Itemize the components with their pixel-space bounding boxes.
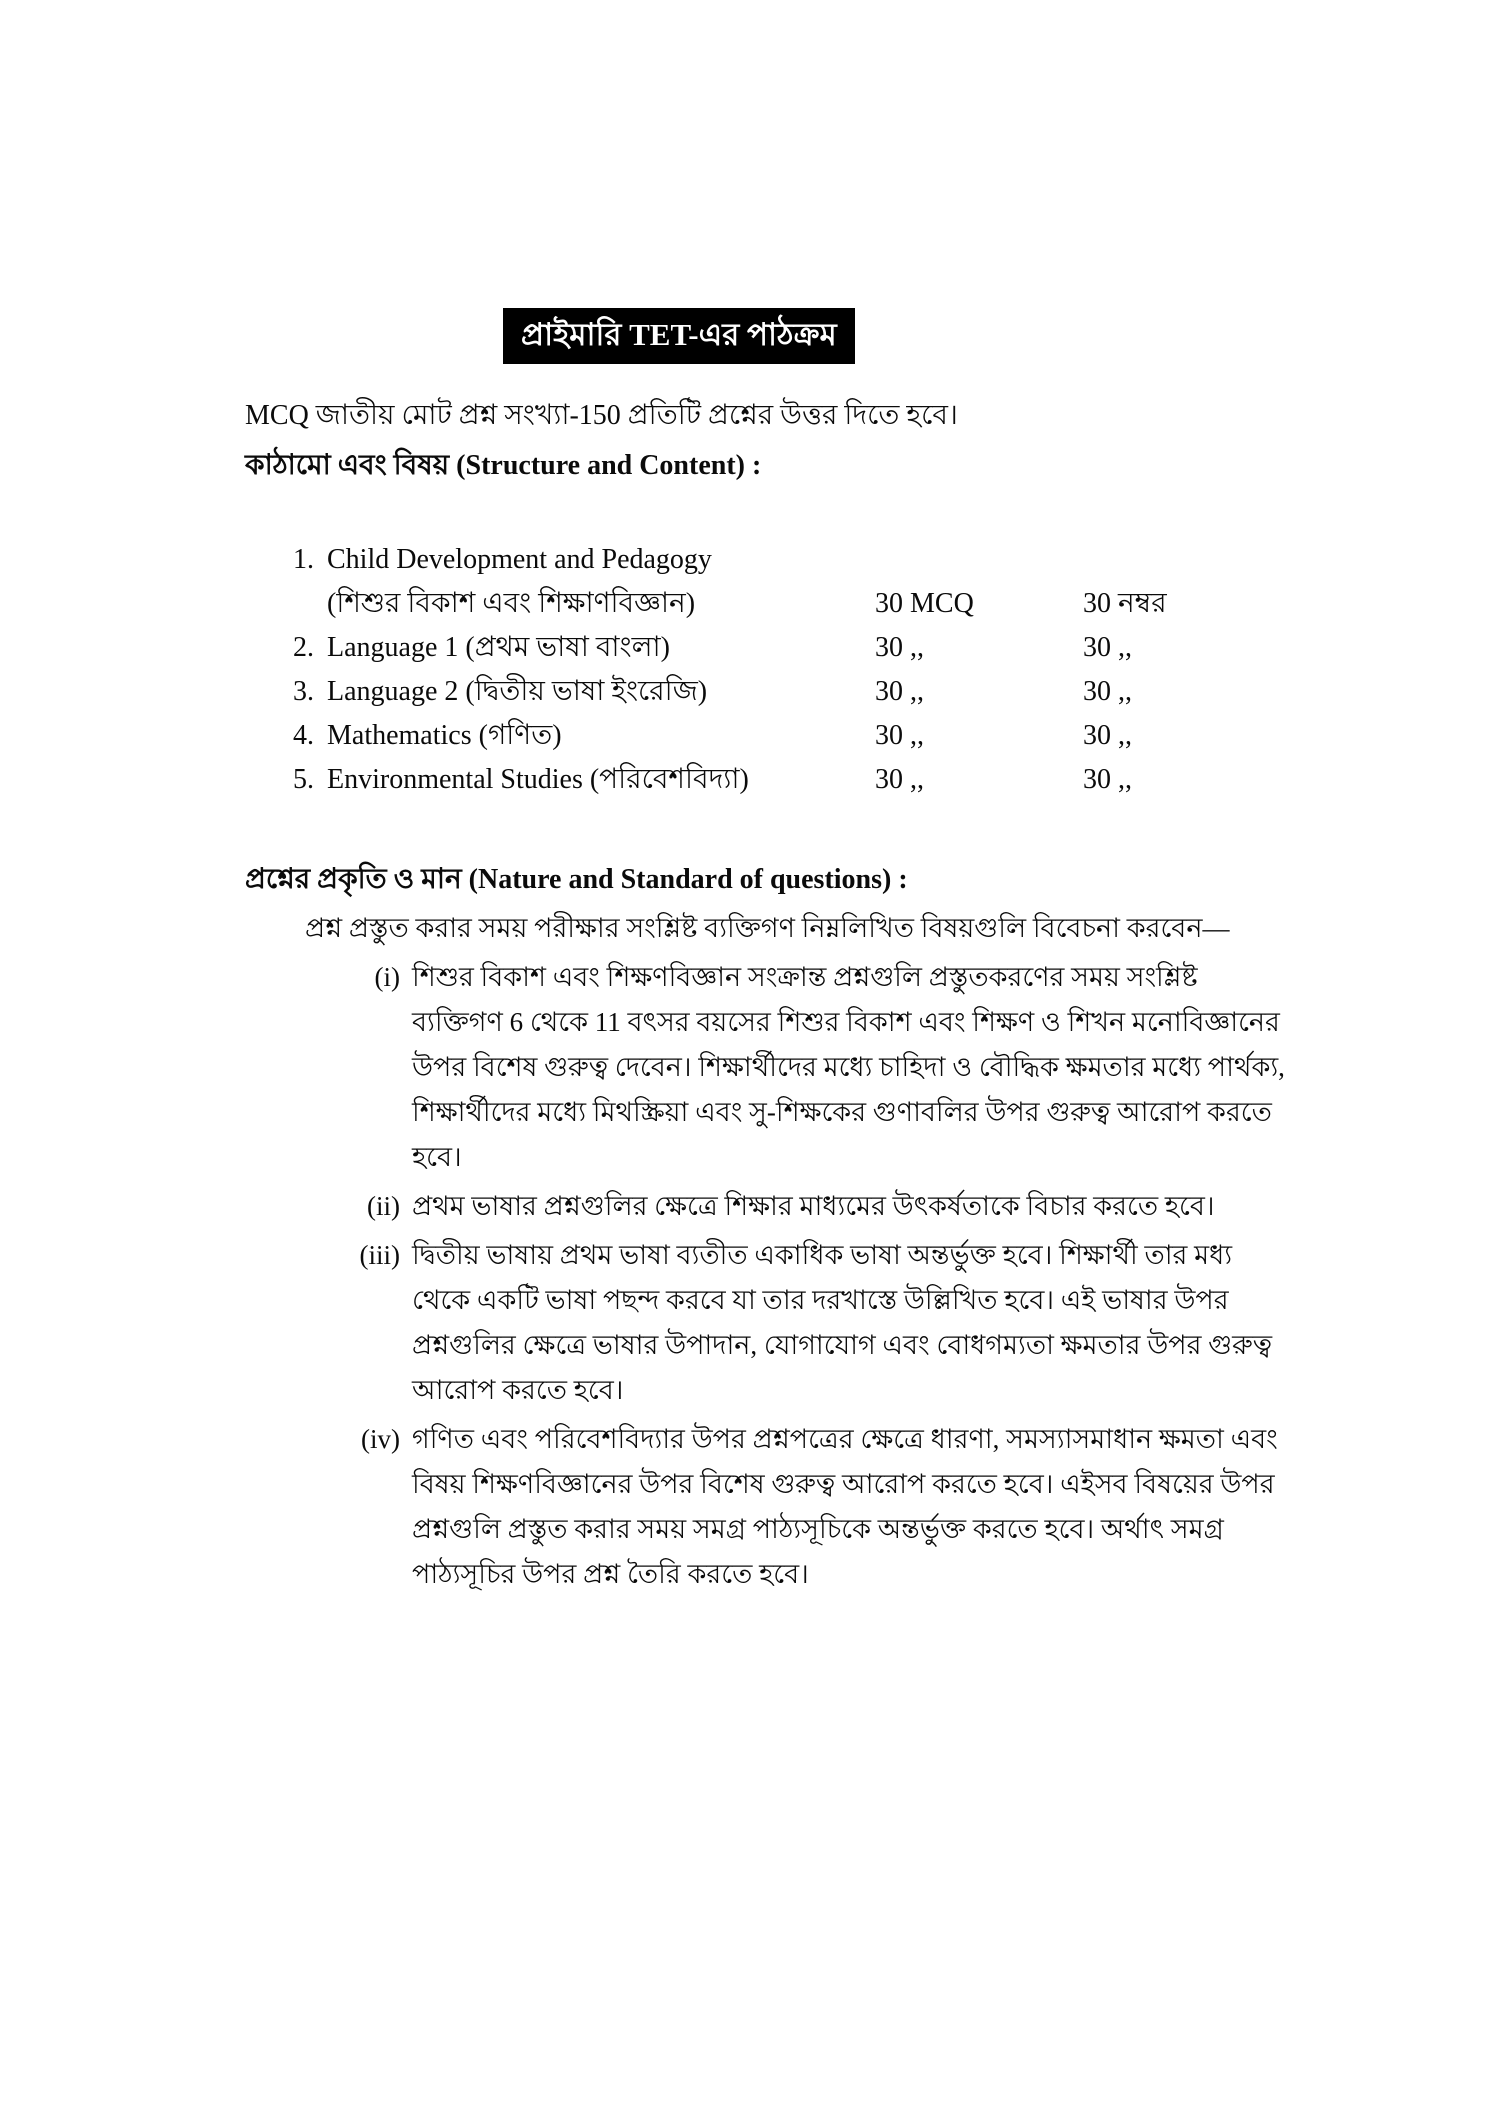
list-item xyxy=(315,1417,1295,1597)
subjects-table xyxy=(293,538,1295,802)
subject-name: Language 2 (দ্বিতীয় ভাষা ইংরেজি) xyxy=(327,676,708,707)
nature-heading: প্রশ্নের প্রকৃতি ও মান (Nature and Standard of questions) : xyxy=(245,864,908,895)
subject-number: 1. xyxy=(293,544,314,575)
subject-mcq-empty xyxy=(875,538,1083,582)
point-text: দ্বিতীয় ভাষায় প্রথম ভাষা ব্যতীত একাধিক ভাষা অন্তর্ভুক্ত হবে। শিক্ষার্থী তার মধ্য থেকে একটি ভাষা পছন্দ করবে যা তার দরখাস্তে উল্লিখিত হবে। এই ভাষার উপর প্রশ্নগুলির ক্ষেত্রে ভাষার উপাদান, যোগাযোগ এবং বোধগম্যতা ক্ষমতার উপর গুরুত্ব আরোপ করতে হবে। xyxy=(412,1240,1273,1405)
document-content xyxy=(245,308,1295,1597)
point-text: গণিত এবং পরিবেশবিদ্যার উপর প্রশ্নপত্রের ক্ষেত্রে ধারণা, সমস্যাসমাধান ক্ষমতা এবং বিষয় শিক্ষণবিজ্ঞানের উপর বিশেষ গুরুত্ব আরোপ করতে হবে। এইসব বিষয়ের উপর প্রশ্নগুলি প্রস্তুত করার সময় সমগ্র পাঠ্যসূচিকে অন্তর্ভুক্ত করতে হবে। অর্থাৎ সমগ্র পাঠ্যসূচির উপর প্রশ্ন তৈরি করতে হবে। xyxy=(412,1424,1278,1589)
subject-marks: 30 ,, xyxy=(1083,764,1132,795)
subject-mcq-count: 30 MCQ xyxy=(875,588,974,619)
point-text: প্রথম ভাষার প্রশ্নগুলির ক্ষেত্রে শিক্ষার মাধ্যমের উৎকর্ষতাকে বিচার করতে হবে। xyxy=(412,1191,1215,1221)
total-questions-line: MCQ জাতীয় মোট প্রশ্ন সংখ্যা-150 প্রতিটি প্রশ্নের উত্তর দিতে হবে। xyxy=(245,400,958,431)
subject-number: 2. xyxy=(293,632,314,663)
subject-number: 5. xyxy=(293,764,314,795)
table-row xyxy=(293,670,1295,714)
subject-mcq-count: 30 ,, xyxy=(875,632,924,663)
point-marker: (i) xyxy=(374,962,400,992)
subject-marks: 30 ,, xyxy=(1083,632,1132,663)
subject-marks: 30 ,, xyxy=(1083,720,1132,751)
list-item xyxy=(315,955,1295,1180)
subject-name: Mathematics (গণিত) xyxy=(327,720,562,751)
subject-marks-empty xyxy=(1083,538,1295,582)
subject-number: 3. xyxy=(293,676,314,707)
subject-mcq-count: 30 ,, xyxy=(875,676,924,707)
subject-mcq-count: 30 ,, xyxy=(875,764,924,795)
table-row xyxy=(293,538,1295,582)
subject-marks: 30 নম্বর xyxy=(1083,588,1167,619)
point-marker: (ii) xyxy=(367,1191,400,1221)
point-text: শিশুর বিকাশ এবং শিক্ষণবিজ্ঞান সংক্রান্ত প্রশ্নগুলি প্রস্তুতকরণের সময় সংশ্লিষ্ট ব্যক্তিগণ 6 থেকে 11 বৎসর বয়সের শিশুর বিকাশ এবং শিক্ষণ ও শিখন মনোবিজ্ঞানের উপর বিশেষ গুরুত্ব দেবেন। শিক্ষার্থীদের মধ্যে চাহিদা ও বৌদ্ধিক ক্ষমতার মধ্যে পার্থক্য, শিক্ষার্থীদের মধ্যে মিথস্ক্রিয়া এবং সু-শিক্ষকের গুণাবলির উপর গুরুত্ব আরোপ করতে হবে। xyxy=(412,962,1285,1172)
table-row xyxy=(293,582,1295,626)
page-title-text: প্রাইমারি TET-এর পাঠক্রম xyxy=(521,317,837,352)
structure-heading: কাঠামো এবং বিষয় (Structure and Content) : xyxy=(245,450,762,481)
list-item xyxy=(315,1184,1295,1229)
nature-intro-line: প্রশ্ন প্রস্তুত করার সময় পরীক্ষার সংশ্লিষ্ট ব্যক্তিগণ নিম্নলিখিত বিষয়গুলি বিবেচনা করবেন— xyxy=(305,913,1230,943)
point-marker: (iv) xyxy=(361,1424,400,1454)
subject-name: Environmental Studies (পরিবেশবিদ্যা) xyxy=(327,764,749,795)
table-row xyxy=(293,758,1295,802)
list-item xyxy=(315,1233,1295,1413)
subject-number-empty xyxy=(293,582,327,626)
point-marker: (iii) xyxy=(359,1240,400,1270)
table-row xyxy=(293,626,1295,670)
subject-name-english: Child Development and Pedagogy xyxy=(327,544,712,575)
subject-marks: 30 ,, xyxy=(1083,676,1132,707)
subject-number: 4. xyxy=(293,720,314,751)
subject-name: Language 1 (প্রথম ভাষা বাংলা) xyxy=(327,632,670,663)
page-title xyxy=(503,308,855,364)
subject-name-bengali: (শিশুর বিকাশ এবং শিক্ষাণবিজ্ঞান) xyxy=(327,588,696,619)
subject-mcq-count: 30 ,, xyxy=(875,720,924,751)
nature-points-list xyxy=(315,955,1295,1597)
table-row xyxy=(293,714,1295,758)
